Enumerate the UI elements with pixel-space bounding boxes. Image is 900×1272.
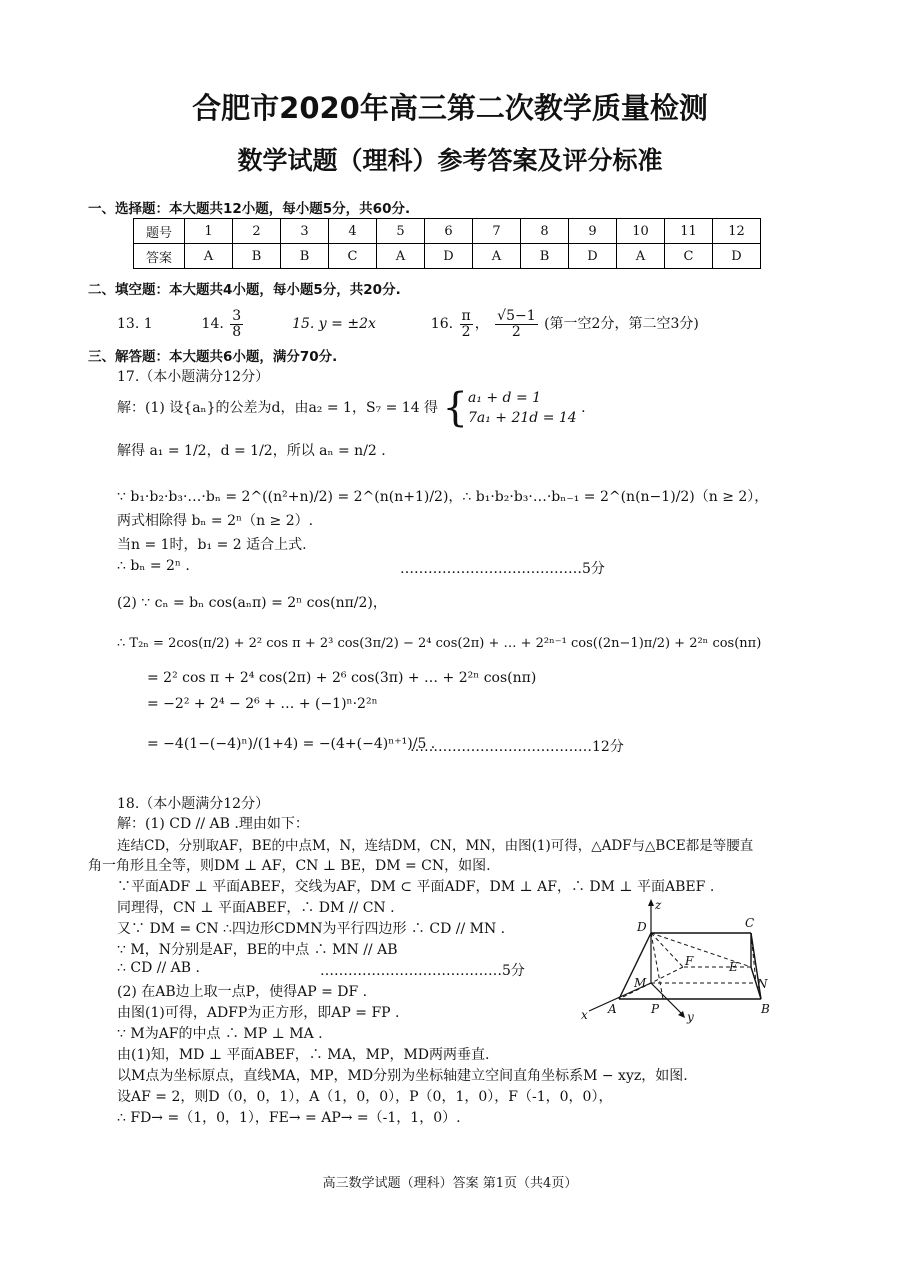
score-marker-17-2: …………………………………12分 xyxy=(410,739,624,755)
q-number: 8 xyxy=(521,219,569,244)
section3-heading: 三、解答题：本大题共6小题，满分70分. xyxy=(88,349,338,365)
answer-table-answer-row xyxy=(134,244,761,269)
score-marker-17-1: …………………………………5分 xyxy=(400,561,605,577)
q-number: 2 xyxy=(233,219,281,244)
q-answer: A xyxy=(617,244,665,269)
problem-17-title: 17.（本小题满分12分） xyxy=(117,369,270,385)
problem-18-line-12: 由(1)知，MD ⊥ 平面ABEF，∴ MA，MP，MD两两垂直. xyxy=(117,1047,490,1063)
geometry-figure xyxy=(575,895,795,1025)
problem-17-line-9: = 2² cos π + 2⁴ cos(2π) + 2⁶ cos(3π) + … + 2²ⁿ cos(nπ) xyxy=(147,670,537,686)
q-number: 9 xyxy=(569,219,617,244)
problem-18-line-2: 连结CD，分别取AF，BE的中点M，N，连结DM，CN，MN，由图(1)可得，△ADF与△BCE都是等腰直 xyxy=(117,838,754,854)
fill-blank-answers: 13. 1 14. $\frac{3}{8}$ 15. y = ±2x 16. $\frac{\pi}{2}$ ， $\frac{√5-1}{2}$ (第一空2分，第二空3分) xyxy=(117,307,699,340)
q-answer: B xyxy=(281,244,329,269)
section1-heading: 一、选择题：本大题共12小题，每小题5分，共60分. xyxy=(88,201,411,217)
q-answer: B xyxy=(233,244,281,269)
row-label-answer: 答案 xyxy=(134,244,185,269)
q-number: 1 xyxy=(185,219,233,244)
answer-16-note: (第一空2分，第二空3分) xyxy=(544,316,699,332)
q-answer: A xyxy=(185,244,233,269)
row-label-number: 题号 xyxy=(134,219,185,244)
problem-18-title: 18.（本小题满分12分） xyxy=(117,796,270,812)
q-answer: C xyxy=(665,244,713,269)
problem-18-line-1: 解：(1) CD // AB .理由如下： xyxy=(117,816,309,832)
answer-table-number-row xyxy=(134,219,761,244)
q-number: 6 xyxy=(425,219,473,244)
label-d: D xyxy=(637,920,647,934)
problem-18-line-13: 以M点为坐标原点，直线MA，MP，MD分别为坐标轴建立空间直角坐标系M − xyz，如图. xyxy=(117,1068,688,1084)
answer-14-label: 14. xyxy=(201,316,224,332)
problem-18-line-9: (2) 在AB边上取一点P，使得AP = DF . xyxy=(117,984,368,1000)
label-c: C xyxy=(745,916,755,930)
problem-18-line-3: 角一角形且全等，则DM ⊥ AF，CN ⊥ BE，DM = CN，如图. xyxy=(88,858,491,874)
problem-17-line-5: 当n = 1时，b₁ = 2 适合上式. xyxy=(117,537,307,553)
equation-system: a₁ + d = 1 7a₁ + 21d = 14 xyxy=(467,390,577,426)
problem-17-line-8: ∴ T₂ₙ = 2cos(π/2) + 2² cos π + 2³ cos(3π/2) − 2⁴ cos(2π) + … + 2²ⁿ⁻¹ cos((2n−1)π/2) + 2²ⁿ cos(nπ) xyxy=(117,636,762,651)
label-m: M xyxy=(634,976,647,990)
label-y: y xyxy=(687,1010,694,1024)
z-axis-arrow xyxy=(648,899,654,906)
problem-17-line-11: = −4(1−(−4)ⁿ)/(1+4) = −(4+(−4)ⁿ⁺¹)/5 . xyxy=(147,736,436,752)
q-answer: A xyxy=(377,244,425,269)
problem-18-line-5: 同理得，CN ⊥ 平面ABEF，∴ DM // CN . xyxy=(117,900,395,916)
problem-17-line-2: 解得 a₁ = 1/2，d = 1/2，所以 aₙ = n/2 . xyxy=(117,443,386,459)
label-p: P xyxy=(651,1002,660,1016)
problem-18-line-14: 设AF = 2，则D（0，0，1），A（1，0，0），P（0，1，0），F（-1，0，0）， xyxy=(117,1089,613,1105)
problem-18-line-8: ∴ CD // AB . xyxy=(117,960,200,976)
answer-13: 13. 1 xyxy=(117,316,153,332)
problem-17-line-3: ∵ b₁·b₂·b₃·…·bₙ = 2^((n²+n)/2) = 2^(n(n+1)/2)，∴ b₁·b₂·b₃·…·bₙ₋₁ = 2^(n(n−1)/2)（n ≥ 2）， xyxy=(117,489,769,505)
problem-17-line-6: ∴ bₙ = 2ⁿ . xyxy=(117,558,190,574)
label-b: B xyxy=(761,1002,770,1016)
problem-17-line-4: 两式相除得 bₙ = 2ⁿ（n ≥ 2）. xyxy=(117,513,314,529)
q-number: 5 xyxy=(377,219,425,244)
score-marker-18-1: …………………………………5分 xyxy=(320,963,525,979)
q-answer: C xyxy=(329,244,377,269)
label-f: F xyxy=(685,954,694,968)
problem-18-line-15: ∴ FD→ =（1，0，1），FE→ = AP→ =（-1，1，0）. xyxy=(117,1110,461,1126)
page-footer: 高三数学试题（理科）答案 第1页（共4页） xyxy=(322,1176,578,1191)
label-e: E xyxy=(729,960,738,974)
answer-14-fraction: $\frac{3}{8}$ xyxy=(232,307,242,340)
q-answer: D xyxy=(425,244,473,269)
y-axis-arrow xyxy=(678,1011,685,1018)
q-number: 3 xyxy=(281,219,329,244)
answer-16-fraction-1: $\frac{\pi}{2}$ xyxy=(461,307,471,340)
label-x: x xyxy=(581,1008,588,1022)
answer-15: 15. y = ±2x xyxy=(292,316,376,332)
label-a: A xyxy=(608,1002,617,1016)
problem-18-line-10: 由图(1)可得，ADFP为正方形，即AP = FP . xyxy=(117,1005,400,1021)
q-number: 10 xyxy=(617,219,665,244)
page-subtitle: 数学试题（理科）参考答案及评分标准 xyxy=(237,146,663,175)
section2-heading: 二、填空题：本大题共4小题，每小题5分，共20分. xyxy=(88,282,401,298)
q-answer: D xyxy=(569,244,617,269)
page-title: 合肥市2020年高三第二次教学质量检测 xyxy=(192,91,708,125)
problem-17-line-10: = −2² + 2⁴ − 2⁶ + … + (−1)ⁿ·2²ⁿ xyxy=(147,696,378,712)
q-number: 11 xyxy=(665,219,713,244)
q-answer: D xyxy=(713,244,761,269)
problem-17-line-1: 解：(1) 设{aₙ}的公差为d，由a₂ = 1，S₇ = 14 得 { a₁ + d = 1 7a₁ + 21d = 14 . xyxy=(117,385,586,431)
q-answer: B xyxy=(521,244,569,269)
answer-16-fraction-2: $\frac{√5-1}{2}$ xyxy=(497,307,536,340)
problem-17-line-7: (2) ∵ cₙ = bₙ cos(aₙπ) = 2ⁿ cos(nπ/2)， xyxy=(117,595,387,611)
problem-18-line-11: ∵ M为AF的中点 ∴ MP ⊥ MA . xyxy=(117,1026,323,1042)
problem-18-line-6: 又∵ DM = CN ∴四边形CDMN为平行四边形 ∴ CD // MN . xyxy=(117,921,506,937)
problem-18-line-7: ∵ M，N分别是AF，BE的中点 ∴ MN // AB xyxy=(117,942,398,958)
problem-18-line-4: ∵平面ADF ⊥ 平面ABEF，交线为AF，DM ⊂ 平面ADF，DM ⊥ AF，∴ DM ⊥ 平面ABEF . xyxy=(117,879,715,895)
q-answer: A xyxy=(473,244,521,269)
answer-table xyxy=(133,218,761,269)
q-number: 7 xyxy=(473,219,521,244)
q-number: 12 xyxy=(713,219,761,244)
answer-16-label: 16. xyxy=(430,316,454,332)
label-n: N xyxy=(757,977,768,991)
q-number: 4 xyxy=(329,219,377,244)
label-z: z xyxy=(655,898,662,912)
